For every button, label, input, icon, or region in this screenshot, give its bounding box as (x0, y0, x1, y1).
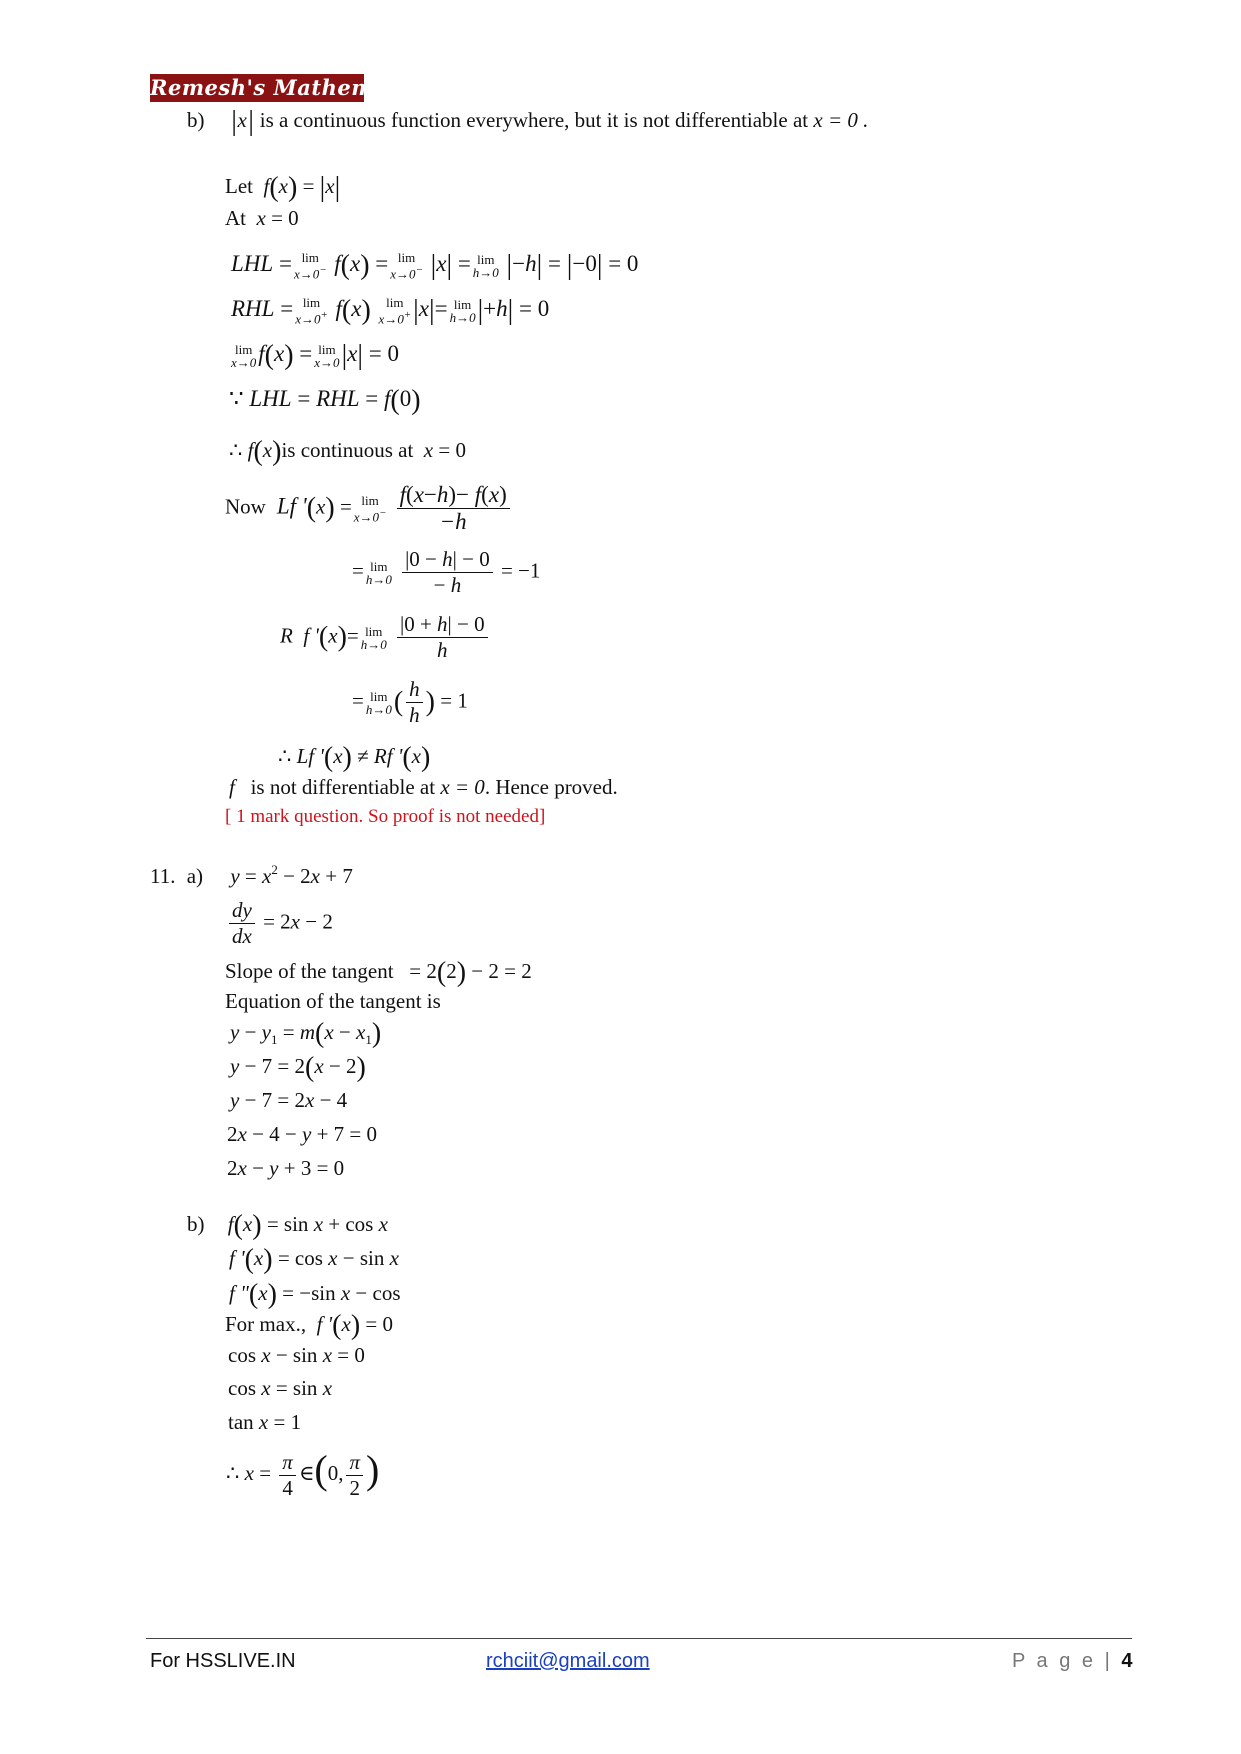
not-equal-line: ∴ Lf '(x) ≠ Rf '(x) (278, 742, 431, 773)
slope-line: Slope of the tangent = 2(2) − 2 = 2 (225, 957, 532, 988)
part-b-label: b) (187, 108, 205, 132)
brand-banner: Remesh's Mathematics (150, 75, 433, 100)
footer-page: P a g e | 4 (1012, 1650, 1133, 1672)
q11-number: 11. (150, 864, 176, 888)
second-derivative: f "(x) = −sin x − cos (229, 1279, 401, 1310)
max-step-2: cos x = sin x (228, 1376, 333, 1400)
point-slope-form: $y - y_1 = m(x - x_1)$ (230, 1018, 382, 1049)
footer-divider (146, 1638, 1132, 1639)
because-line: ∵ LHL = RHL = f(0) (229, 385, 421, 416)
now-text: Now (225, 494, 266, 519)
part-b-line (187, 106, 868, 138)
let-line: Let f(x) = |x| (225, 172, 341, 203)
conclusion-point: x = 0 (440, 775, 485, 799)
conclusion-f: f (229, 775, 235, 799)
conclusion-tail: . Hence proved. (484, 775, 618, 799)
tangent-step-2: y − 7 = 2x − 4 (230, 1088, 348, 1112)
let-text: Let (225, 174, 253, 198)
at-text: At (225, 206, 246, 230)
conclusion-text: is not differentiable at (250, 775, 436, 799)
q11a-label: a) (186, 864, 204, 888)
q11b-line: b) f(x) = sin x + cos x (187, 1210, 388, 1241)
part-b-statement: is a continuous function everywhere, but it is not differentiable at (259, 108, 809, 132)
page-number: 4 (1121, 1650, 1133, 1672)
max-step-3: tan x = 1 (228, 1410, 302, 1434)
footer-site: For HSSLIVE.IN (150, 1650, 296, 1672)
first-derivative: f '(x) = cos x − sin x (229, 1244, 399, 1275)
max-condition: For max., f '(x) = 0 (225, 1310, 393, 1341)
page-label: P a g e (1012, 1650, 1097, 1672)
note-text: [ 1 mark question. So proof is not needed] (225, 806, 546, 827)
max-result: ∴ x = $\frac{\pi}{4}$ ∈(0, $\frac{\pi}{2}$ ) (226, 1447, 380, 1500)
right-derivative: R f '(x)= lim h→0 $\frac{|0 + h| - 0}{h}$ (280, 612, 491, 663)
continuity-line: ∴ f(x)is continuous at x = 0 (229, 436, 466, 467)
right-derivative-step: = lim h→0 ( $\frac{h}{h}$ ) = 1 (352, 677, 468, 727)
part-b-point: x = 0 . (813, 108, 869, 132)
abs-x-symbol: |x| (229, 106, 255, 137)
left-derivative: Now Lf '(x) = lim x→0− $\frac{f(x-h)- f(x)}{-h}$ (225, 482, 513, 535)
continuity-text: is continuous at (281, 438, 414, 462)
conclusion-line (229, 775, 618, 800)
lhl-equation: LHL = lim x→0− f(x) = lim x→0− |x| = lim h→0 |−h| = |−0| = 0 (231, 250, 639, 282)
q11a-line: 11. a) $y = x^2 - 2x + 7$ (150, 862, 353, 888)
max-text: For max., (225, 1312, 307, 1336)
limit-equation: lim x→0 f(x) = lim x→0 |x| = 0 (231, 340, 399, 371)
derivative-dydx: $\frac{dy}{dx}$ = 2x − 2 (226, 898, 333, 949)
q11b-label: b) (187, 1212, 205, 1236)
rhl-equation: RHL = lim x→0+ f(x) lim x→0+ |x|= lim h→0 |+h| = 0 (231, 295, 550, 327)
tangent-step-1: y − 7 = 2(x − 2) (230, 1052, 366, 1083)
footer-email-link[interactable]: rchciit@gmail.com (486, 1650, 650, 1672)
tangent-step-3: 2x − 4 − y + 7 = 0 (227, 1122, 378, 1146)
at-line: At x = 0 (225, 206, 299, 230)
left-derivative-step: = lim h→0 $\frac{|0 - h| - 0}{- h}$ = −1 (352, 547, 541, 597)
tangent-result: 2x − y + 3 = 0 (227, 1156, 345, 1180)
slope-text: Slope of the tangent (225, 959, 394, 983)
max-step-1: cos x − sin x = 0 (228, 1343, 365, 1367)
equation-heading: Equation of the tangent is (225, 989, 441, 1013)
